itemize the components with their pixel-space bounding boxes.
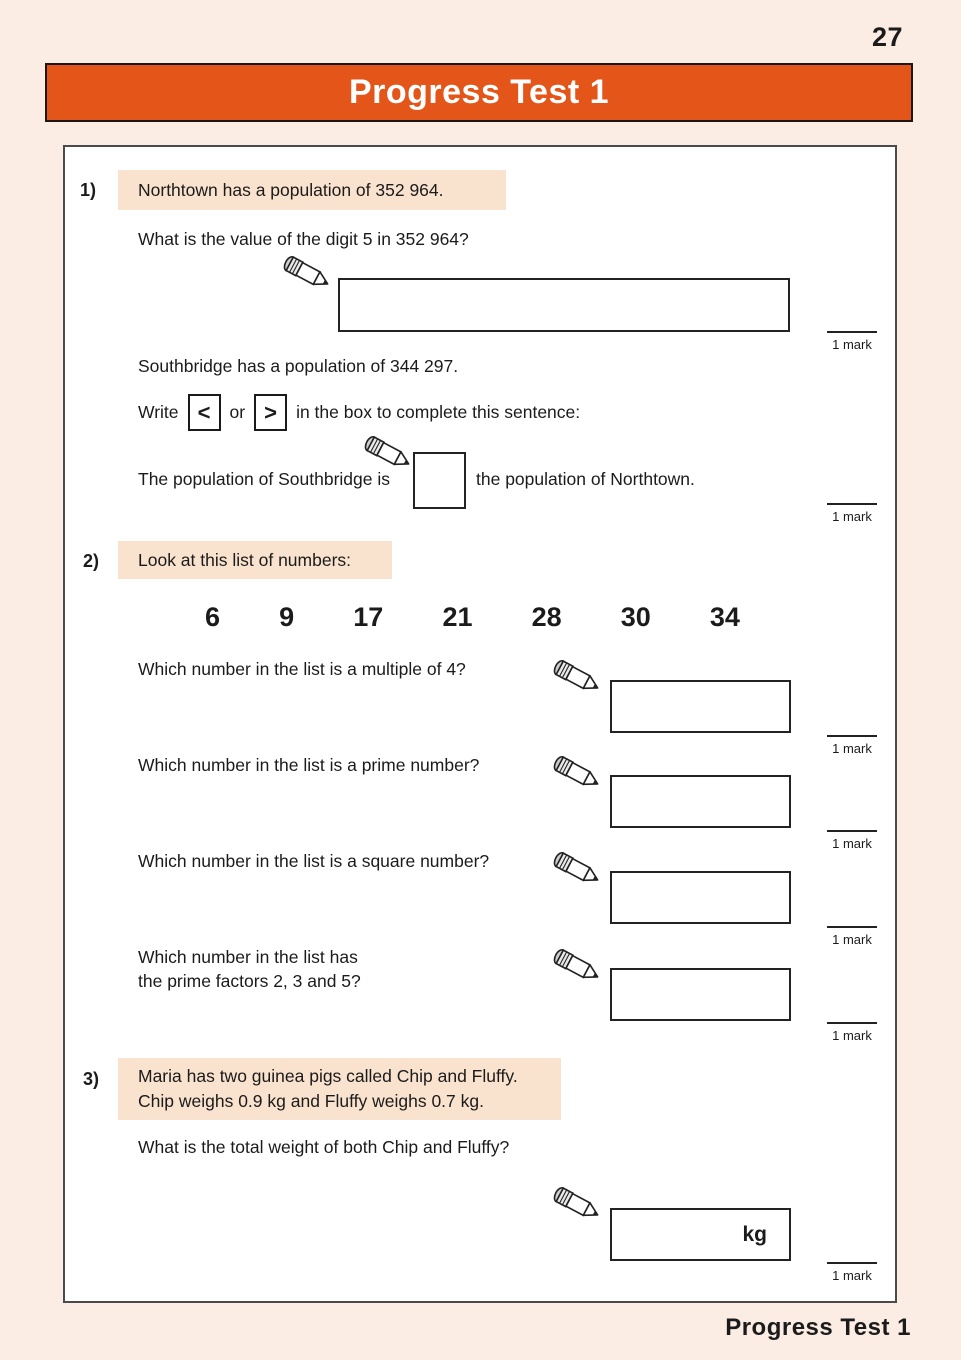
less-than-symbol-box: < [188,394,221,431]
list-number: 34 [709,602,740,632]
question-1-intro-text: Northtown has a population of 352 964. [138,179,444,200]
mark-indicator [827,735,877,756]
write-prefix: Write [138,402,179,422]
mark-label: 1 mark [832,1028,872,1043]
question-2b-text: Which number in the list is a prime number? [138,755,480,775]
list-number: 9 [279,602,295,632]
mark-line [827,926,877,928]
page-number: 27 [871,22,903,52]
question-2-highlight [118,541,392,579]
mark-indicator [827,331,877,352]
question-2a-text: Which number in the list is a multiple of 4? [138,659,466,679]
mark-line [827,830,877,832]
question-3-intro-line2: Chip weighs 0.9 kg and Fluffy weighs 0.7 kg. [138,1091,484,1111]
mark-line [827,1262,877,1264]
mark-label: 1 mark [832,509,872,524]
answer-box-multiple[interactable] [610,680,791,733]
mark-line [827,503,877,505]
question-3-text: What is the total weight of both Chip and Fluffy? [138,1137,510,1157]
number-list [205,602,740,633]
or-word: or [229,402,246,422]
question-3-highlight [118,1058,561,1120]
question-2-intro-text: Look at this list of numbers: [138,549,352,570]
list-number: 28 [531,602,562,632]
sentence-right-text: the population of Northtown. [476,469,695,489]
question-1-number: 1) [80,180,97,200]
list-number: 30 [620,602,651,632]
question-1b-statement: Southbridge has a population of 344 297. [138,356,459,376]
kg-unit-label: kg [742,1222,767,1246]
answer-box-total-weight[interactable] [610,1208,791,1261]
mark-label: 1 mark [832,1268,872,1283]
question-2d-text-line2: the prime factors 2, 3 and 5? [138,971,361,991]
question-3-number: 3) [83,1069,100,1089]
mark-label: 1 mark [832,337,872,352]
question-1-highlight [118,170,506,210]
answer-box-prime[interactable] [610,775,791,828]
mark-line [827,331,877,333]
mark-indicator [827,830,877,851]
mark-indicator [827,926,877,947]
mark-label: 1 mark [832,932,872,947]
mark-indicator [827,1262,877,1283]
greater-than-symbol-box: > [254,394,287,431]
question-2-number: 2) [83,551,100,571]
mark-indicator [827,503,877,524]
mark-indicator [827,1022,877,1043]
question-3-intro-line1: Maria has two guinea pigs called Chip and Fluffy. [138,1066,518,1086]
answer-box-digit-value[interactable] [338,278,790,332]
page-title: Progress Test 1 [348,73,610,111]
question-2d-text-line1: Which number in the list has [138,947,358,967]
sentence-left-text: The population of Southbridge is [138,469,390,489]
answer-box-comparison-symbol[interactable] [413,452,466,509]
mark-line [827,735,877,737]
list-number: 21 [442,602,473,632]
list-number: 6 [205,602,221,632]
write-suffix: in the box to complete this sentence: [296,402,581,422]
page-header [45,63,913,122]
question-1a-text: What is the value of the digit 5 in 352 964? [138,229,469,249]
question-1b-instruction [138,394,580,431]
mark-label: 1 mark [832,741,872,756]
list-number: 17 [353,602,384,632]
footer-title: Progress Test 1 [725,1314,911,1341]
mark-line [827,1022,877,1024]
question-2c-text: Which number in the list is a square number? [138,851,490,871]
mark-label: 1 mark [832,836,872,851]
answer-box-square[interactable] [610,871,791,924]
answer-box-prime-factors[interactable] [610,968,791,1021]
